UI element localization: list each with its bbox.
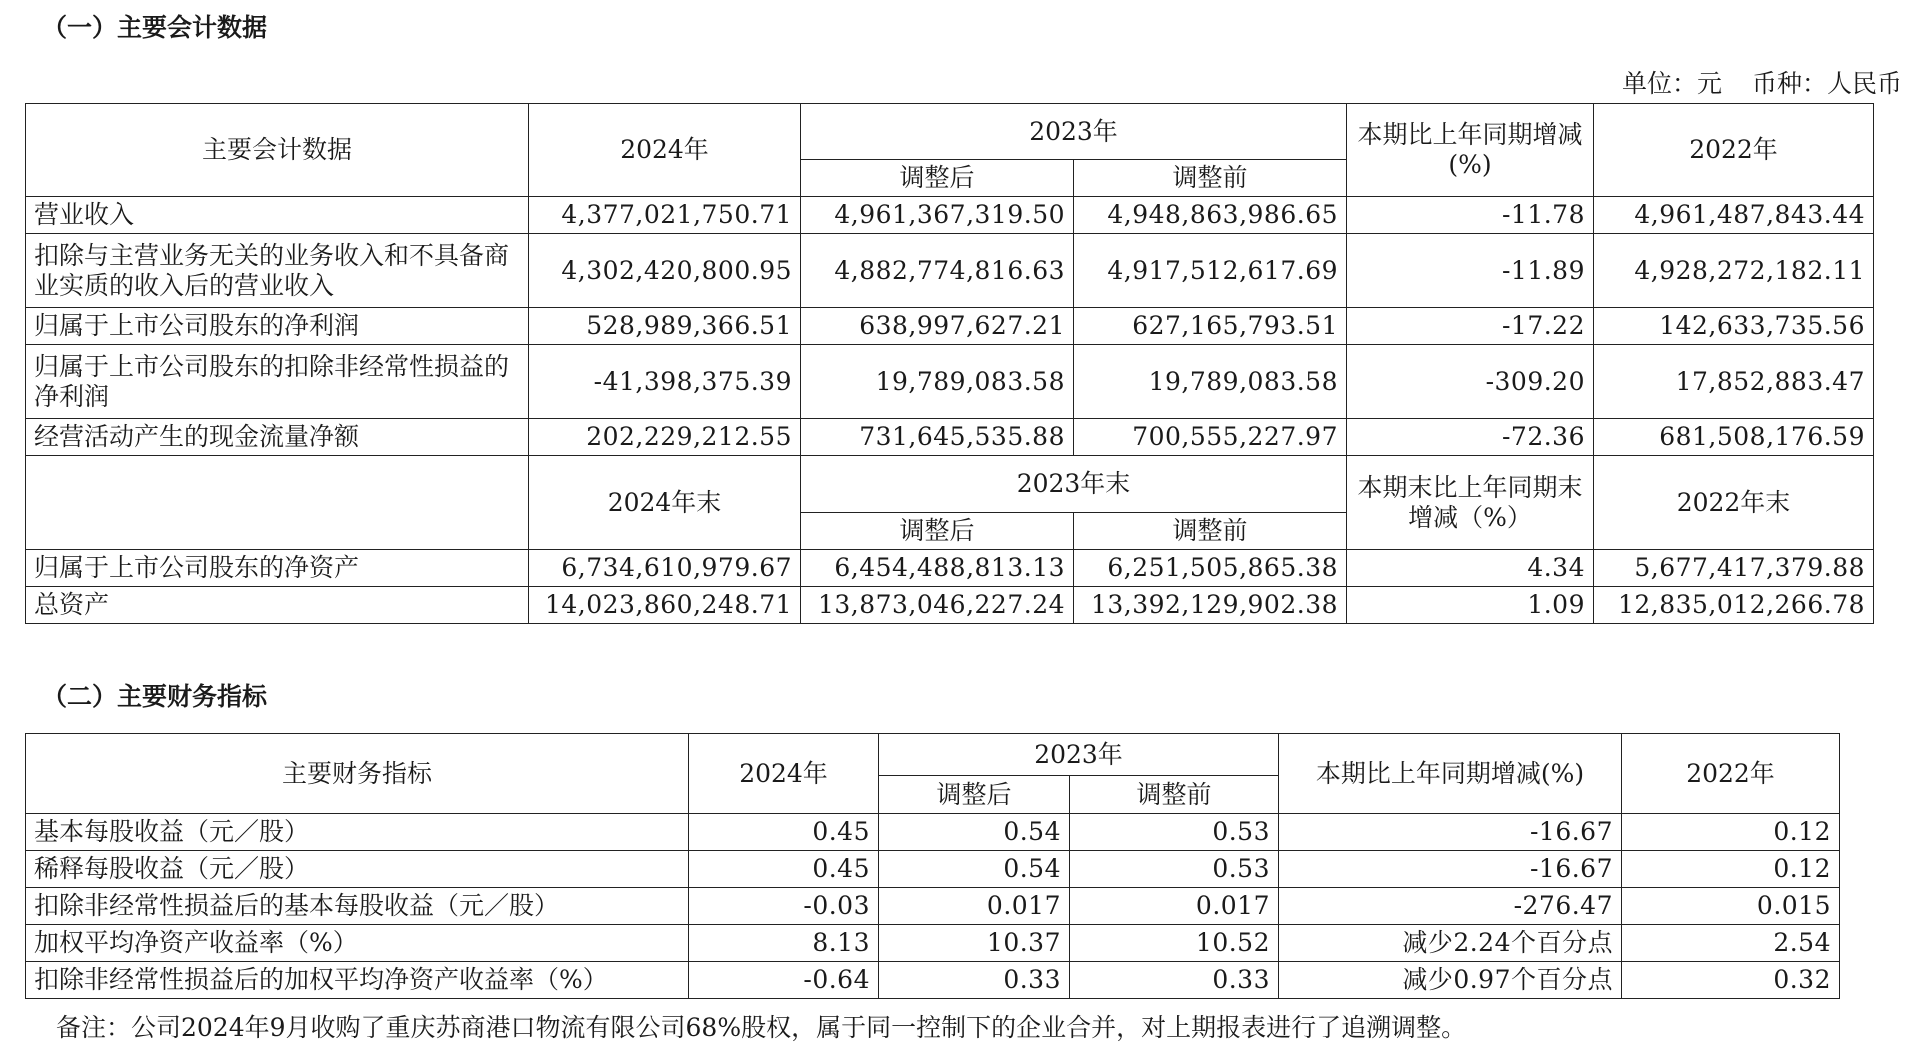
cell-change: -276.47: [1279, 888, 1622, 925]
cell-2023-before: 0.33: [1070, 962, 1279, 999]
cell-2023-adjusted: 731,645,535.88: [801, 419, 1074, 456]
cell-2022: 4,928,272,182.11: [1594, 234, 1874, 308]
cell-2023-adjusted: 19,789,083.58: [801, 345, 1074, 419]
section-title-accounting: （一）主要会计数据: [42, 13, 268, 42]
table-row: [26, 197, 1874, 234]
cell-change: 减少2.24个百分点: [1279, 925, 1622, 962]
header-change: 本期比上年同期增减(%): [1347, 104, 1594, 197]
header-2023-before: 调整前: [1074, 160, 1347, 197]
cell-2023-adjusted: 6,454,488,813.13: [801, 550, 1074, 587]
footnote: 备注：公司2024年9月收购了重庆苏商港口物流有限公司68%股权，属于同一控制下的企业合并，对上期报表进行了追溯调整。: [56, 1013, 1467, 1042]
header-2022: 2022年: [1594, 104, 1874, 197]
cell-change: 减少0.97个百分点: [1279, 962, 1622, 999]
cell-2022: 0.12: [1622, 851, 1840, 888]
cell-2023-before: 700,555,227.97: [1074, 419, 1347, 456]
row-label: 扣除与主营业务无关的业务收入和不具备商业实质的收入后的营业收入: [26, 234, 529, 308]
cell-2023-adjusted: 0.33: [879, 962, 1070, 999]
cell-change: -72.36: [1347, 419, 1594, 456]
row-label: 总资产: [26, 587, 529, 624]
cell-2023-adjusted: 0.54: [879, 851, 1070, 888]
header-item: 主要会计数据: [26, 104, 529, 197]
table-row: [26, 234, 1874, 308]
row-label: 归属于上市公司股东的扣除非经常性损益的净利润: [26, 345, 529, 419]
header-2022-end: 2022年末: [1594, 456, 1874, 550]
cell-change: -11.89: [1347, 234, 1594, 308]
cell-2024: -0.03: [689, 888, 879, 925]
table-row: [26, 814, 1840, 851]
cell-change: -309.20: [1347, 345, 1594, 419]
row-label: 营业收入: [26, 197, 529, 234]
cell-change: 4.34: [1347, 550, 1594, 587]
currency-label: 币种：人民币: [1751, 69, 1902, 98]
row-label: 加权平均净资产收益率（%）: [26, 925, 689, 962]
row-label: 稀释每股收益（元／股）: [26, 851, 689, 888]
cell-2022: 4,961,487,843.44: [1594, 197, 1874, 234]
header-empty: [26, 456, 529, 550]
cell-2023-adjusted: 4,961,367,319.50: [801, 197, 1074, 234]
cell-2024: 14,023,860,248.71: [529, 587, 801, 624]
table-row: [26, 345, 1874, 419]
cell-change: -16.67: [1279, 814, 1622, 851]
cell-2023-adjusted: 4,882,774,816.63: [801, 234, 1074, 308]
table-row: [26, 419, 1874, 456]
section-title-financial-indicators: （二）主要财务指标: [42, 682, 268, 711]
cell-2023-before: 0.53: [1070, 814, 1279, 851]
cell-2022: 681,508,176.59: [1594, 419, 1874, 456]
cell-2024: -0.64: [689, 962, 879, 999]
cell-2023-before: 627,165,793.51: [1074, 308, 1347, 345]
cell-2022: 0.12: [1622, 814, 1840, 851]
table-row: [26, 308, 1874, 345]
row-label: 基本每股收益（元／股）: [26, 814, 689, 851]
header-2023: 2023年: [879, 734, 1279, 776]
cell-2022: 12,835,012,266.78: [1594, 587, 1874, 624]
cell-2023-before: 13,392,129,902.38: [1074, 587, 1347, 624]
unit-label: 单位：元: [1621, 69, 1722, 98]
cell-2022: 0.015: [1622, 888, 1840, 925]
cell-change: -11.78: [1347, 197, 1594, 234]
table-row: [26, 962, 1840, 999]
header-2024: 2024年: [529, 104, 801, 197]
header-change-end: 本期末比上年同期末增减（%）: [1347, 456, 1594, 550]
cell-2024: -41,398,375.39: [529, 345, 801, 419]
row-label: 扣除非经常性损益后的加权平均净资产收益率（%）: [26, 962, 689, 999]
header-change: 本期比上年同期增减(%): [1279, 734, 1622, 814]
row-label: 扣除非经常性损益后的基本每股收益（元／股）: [26, 888, 689, 925]
cell-2023-adjusted: 0.54: [879, 814, 1070, 851]
cell-2024: 202,229,212.55: [529, 419, 801, 456]
table-row: [26, 550, 1874, 587]
row-label: 归属于上市公司股东的净资产: [26, 550, 529, 587]
cell-2023-before: 4,948,863,986.65: [1074, 197, 1347, 234]
unit-currency-line: [1622, 68, 1902, 100]
cell-2022: 17,852,883.47: [1594, 345, 1874, 419]
cell-2024: 528,989,366.51: [529, 308, 801, 345]
table-row: [26, 925, 1840, 962]
table-row: [26, 888, 1840, 925]
cell-2023-before: 0.53: [1070, 851, 1279, 888]
cell-2024: 8.13: [689, 925, 879, 962]
cell-change: -16.67: [1279, 851, 1622, 888]
table-row: [26, 587, 1874, 624]
cell-2024: 4,377,021,750.71: [529, 197, 801, 234]
cell-2023-before: 0.017: [1070, 888, 1279, 925]
header-2024: 2024年: [689, 734, 879, 814]
cell-2023-adjusted: 638,997,627.21: [801, 308, 1074, 345]
table-row: [26, 851, 1840, 888]
cell-2022: 0.32: [1622, 962, 1840, 999]
header-2023-end-adjusted: 调整后: [801, 513, 1074, 550]
row-label: 经营活动产生的现金流量净额: [26, 419, 529, 456]
header-2023-end-before: 调整前: [1074, 513, 1347, 550]
header-2022: 2022年: [1622, 734, 1840, 814]
cell-2022: 5,677,417,379.88: [1594, 550, 1874, 587]
header-2023-end: 2023年末: [801, 456, 1347, 513]
cell-change: -17.22: [1347, 308, 1594, 345]
financial-indicators-table: [25, 733, 1840, 999]
cell-2022: 2.54: [1622, 925, 1840, 962]
header-2023-adjusted: 调整后: [879, 776, 1070, 814]
row-label: 归属于上市公司股东的净利润: [26, 308, 529, 345]
header-2024-end: 2024年末: [529, 456, 801, 550]
cell-2024: 6,734,610,979.67: [529, 550, 801, 587]
cell-change: 1.09: [1347, 587, 1594, 624]
accounting-data-table: [25, 103, 1874, 624]
cell-2023-adjusted: 0.017: [879, 888, 1070, 925]
header-2023-before: 调整前: [1070, 776, 1279, 814]
cell-2023-before: 19,789,083.58: [1074, 345, 1347, 419]
cell-2023-before: 6,251,505,865.38: [1074, 550, 1347, 587]
cell-2024: 0.45: [689, 851, 879, 888]
cell-2023-before: 4,917,512,617.69: [1074, 234, 1347, 308]
cell-2023-adjusted: 13,873,046,227.24: [801, 587, 1074, 624]
header-2023-adjusted: 调整后: [801, 160, 1074, 197]
header-2023: 2023年: [801, 104, 1347, 160]
cell-2022: 142,633,735.56: [1594, 308, 1874, 345]
cell-2023-adjusted: 10.37: [879, 925, 1070, 962]
header-item: 主要财务指标: [26, 734, 689, 814]
cell-2024: 0.45: [689, 814, 879, 851]
cell-2023-before: 10.52: [1070, 925, 1279, 962]
cell-2024: 4,302,420,800.95: [529, 234, 801, 308]
